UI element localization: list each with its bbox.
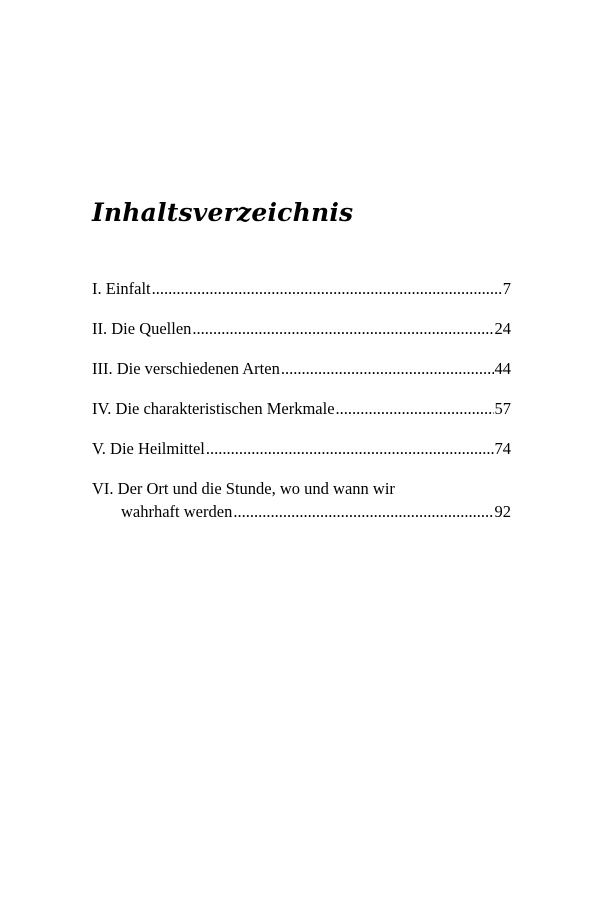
toc-entry-page: 74	[494, 439, 511, 458]
toc-entry-page: 57	[494, 399, 511, 418]
toc-entry-2	[92, 317, 511, 340]
toc-entry-label: V. Die Heilmittel	[92, 439, 205, 458]
toc-list	[92, 277, 511, 540]
toc-entry-5	[92, 437, 511, 460]
toc-title: Inhaltsverzeichnis	[92, 198, 354, 227]
toc-entry-label-line2: wahrhaft werden	[121, 502, 233, 521]
toc-leader-dots	[281, 357, 494, 380]
toc-entry-page: 44	[494, 359, 511, 378]
toc-leader-dots	[152, 277, 502, 300]
toc-entry-label-line1: VI. Der Ort und die Stunde, wo und wann wir	[92, 479, 395, 498]
toc-entry-label: IV. Die charakteristischen Merkmale	[92, 399, 335, 418]
toc-entry-6	[92, 477, 511, 523]
toc-entry-label: I. Einfalt	[92, 279, 151, 298]
toc-entry-page: 24	[494, 319, 511, 338]
toc-leader-dots	[206, 437, 494, 460]
toc-entry-4	[92, 397, 511, 420]
toc-entry-label: III. Die verschiedenen Arten	[92, 359, 280, 378]
toc-entry-page: 92	[494, 502, 511, 521]
toc-entry-label: II. Die Quellen	[92, 319, 192, 338]
toc-entry-page: 7	[502, 279, 511, 298]
toc-entry-1	[92, 277, 511, 300]
toc-leader-dots	[233, 500, 493, 523]
toc-leader-dots	[336, 397, 494, 420]
toc-leader-dots	[192, 317, 493, 340]
toc-entry-3	[92, 357, 511, 380]
